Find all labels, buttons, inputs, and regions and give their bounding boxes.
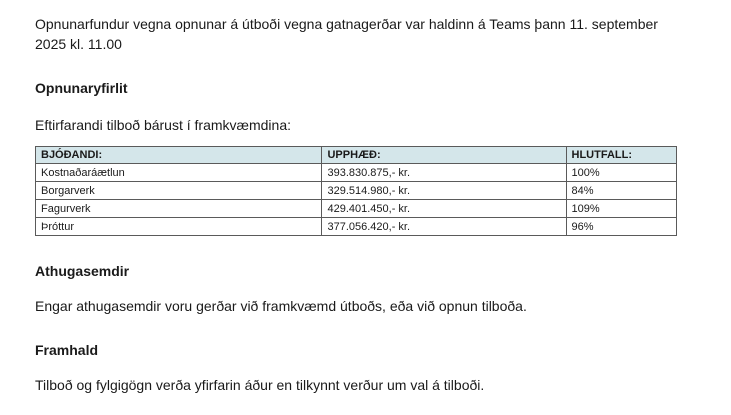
- header-bidder: BJÓÐANDI:: [36, 147, 322, 164]
- cell-bidder: Borgarverk: [36, 182, 322, 200]
- offers-table: [35, 146, 677, 236]
- remarks-text: Engar athugasemdir voru gerðar við framkvæmd útboðs, eða við opnun tilboða.: [35, 298, 527, 314]
- table-row: [36, 182, 677, 200]
- header-ratio: HLUTFALL:: [566, 147, 677, 164]
- cell-bidder: Þróttur: [36, 218, 322, 236]
- table-row: [36, 218, 677, 236]
- table-row: [36, 164, 677, 182]
- cell-ratio: 100%: [566, 164, 677, 182]
- cell-bidder: Kostnaðaráætlun: [36, 164, 322, 182]
- cell-bidder: Fagurverk: [36, 200, 322, 218]
- table-row: [36, 200, 677, 218]
- cell-amount: 429.401.450,- kr.: [322, 200, 566, 218]
- next-steps-heading: Framhald: [35, 342, 99, 358]
- remarks-heading: Athugasemdir: [35, 263, 130, 279]
- cell-amount: 329.514.980,- kr.: [322, 182, 566, 200]
- cell-ratio: 84%: [566, 182, 677, 200]
- cell-amount: 377.056.420,- kr.: [322, 218, 566, 236]
- table-header-row: [36, 147, 677, 164]
- overview-heading: Opnunaryfirlit: [35, 80, 128, 96]
- cell-ratio: 109%: [566, 200, 677, 218]
- intro-paragraph: Opnunarfundur vegna opnunar á útboði vegna gatnagerðar var haldinn á Teams þann 11. september 2025 kl. 11.00: [35, 16, 658, 52]
- cell-ratio: 96%: [566, 218, 677, 236]
- cell-amount: 393.830.875,- kr.: [322, 164, 566, 182]
- header-amount: UPPHÆÐ:: [322, 147, 566, 164]
- next-steps-text: Tilboð og fylgigögn verða yfirfarin áður en tilkynnt verður um val á tilboði.: [35, 377, 485, 393]
- overview-text: Eftirfarandi tilboð bárust í framkvæmdina:: [35, 117, 291, 133]
